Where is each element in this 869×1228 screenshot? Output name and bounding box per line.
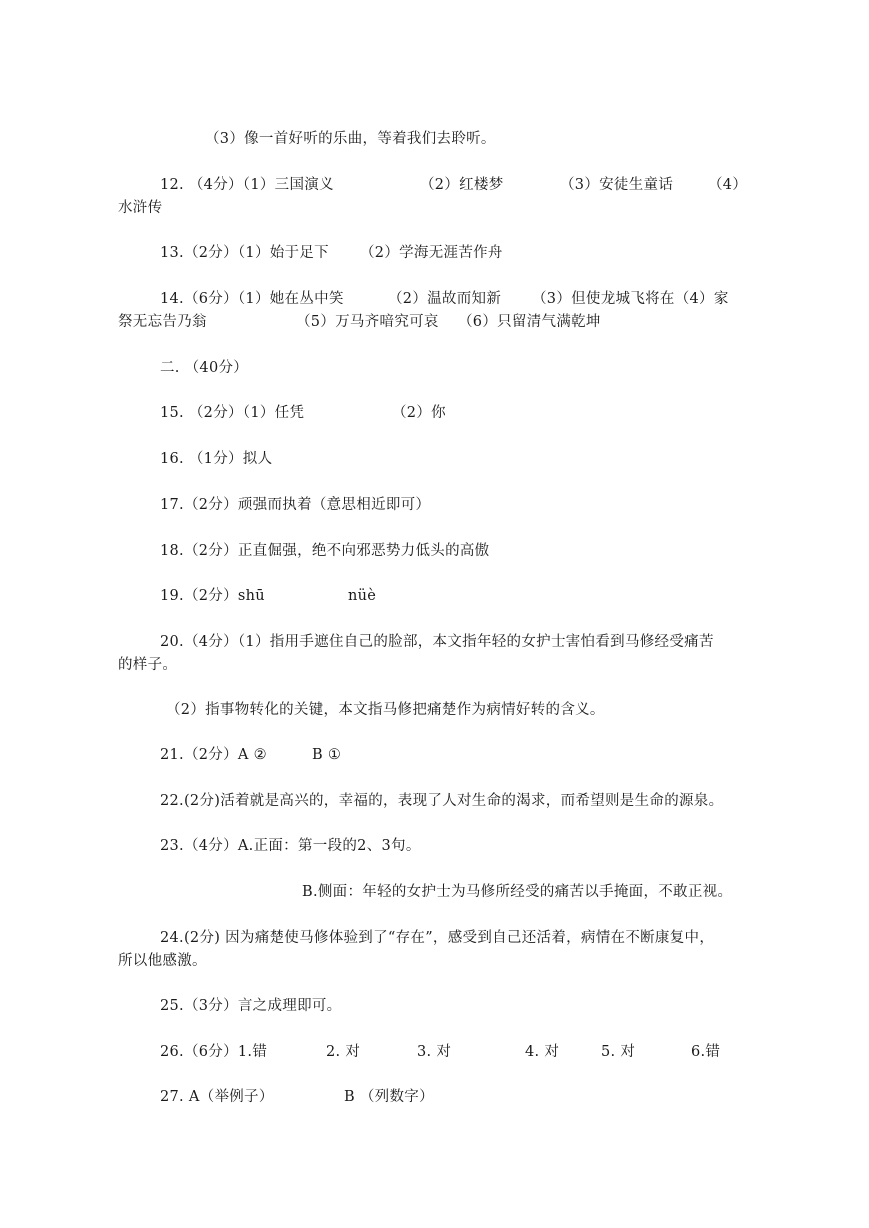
section-2-heading: 二. （40分）	[160, 360, 249, 376]
answer-14-part4: 祭无忘告乃翁	[118, 314, 207, 330]
answer-14	[160, 288, 760, 310]
answer-14-part1: 14.（6分）（1）她在丛中笑	[160, 291, 344, 307]
answer-17: 17.（2分）顽强而执着（意思相近即可）	[160, 497, 431, 513]
answer-15-part1: 15. （2分）（1）任凭	[160, 405, 305, 421]
answer-26-part1: 26.（6分）1.错	[160, 1044, 268, 1060]
answer-14-part3: （3）但使龙城飞将在（4）家	[532, 291, 729, 307]
answer-12-part3: （3）安徒生童话	[560, 177, 674, 193]
answer-14-part2: （2）温故而知新	[388, 291, 502, 307]
answer-13	[160, 242, 760, 264]
answer-24-cont: 所以他感激。	[118, 953, 207, 969]
answer-12-part1: 12. （4分）（1）三国演义	[160, 177, 334, 193]
answer-27-part2: B （列数字）	[344, 1089, 434, 1105]
answer-14-part6: （6）只留清气满乾坤	[458, 314, 601, 330]
answer-25: 25.（3分）言之成理即可。	[160, 998, 342, 1014]
answer-26	[160, 1041, 760, 1063]
answer-21-part1: 21.（2分）A ②	[160, 747, 267, 763]
answer-26-part2: 2. 对	[326, 1044, 361, 1060]
answer-15	[160, 402, 760, 424]
answer-26-part3: 3. 对	[417, 1044, 452, 1060]
answer-20-1: 20.（4分）（1）指用手遮住自己的脸部，本文指年轻的女护士害怕看到马修经受痛苦	[160, 634, 714, 650]
answer-26-part5: 5. 对	[601, 1044, 636, 1060]
answer-26-part6: 6.错	[691, 1044, 721, 1060]
answer-15-part2: （2）你	[392, 405, 446, 421]
answer-14-part5: （5）万马齐喑究可哀	[296, 314, 439, 330]
answer-27	[160, 1086, 760, 1108]
answer-16: 16. （1分）拟人	[160, 451, 273, 467]
answer-26-part4: 4. 对	[525, 1044, 560, 1060]
answer-21	[160, 744, 760, 766]
answer-11-3: （3）像一首好听的乐曲，等着我们去聆听。	[205, 131, 496, 147]
answer-12-part2: （2）红楼梦	[420, 177, 504, 193]
answer-13-part1: 13.（2分）（1）始于足下	[160, 245, 329, 261]
answer-20-2: （2）指事物转化的关键，本文指马修把痛楚作为病情好转的含义。	[166, 702, 605, 718]
answer-12	[160, 174, 760, 196]
answer-18: 18.（2分）正直倔强，绝不向邪恶势力低头的高傲	[160, 543, 490, 559]
answer-19-part1: 19.（2分）shū	[160, 588, 265, 604]
answer-19-part2: nüè	[348, 588, 377, 604]
answer-13-part2: （2）学海无涯苦作舟	[360, 245, 503, 261]
answer-24: 24.(2分) 因为痛楚使马修体验到了“存在”，感受到自己还活着，病情在不断康复中，	[160, 930, 715, 946]
answer-12-cont: 水浒传	[118, 200, 163, 216]
answer-22: 22.(2分)活着就是高兴的，幸福的，表现了人对生命的渴求，而希望则是生命的源泉。	[160, 793, 724, 809]
answer-21-part2: B ①	[312, 747, 342, 763]
answer-19	[160, 585, 760, 607]
answer-23-a: 23.（4分）A.正面：第一段的2、3句。	[160, 838, 421, 854]
answer-12-part4: （4）	[708, 177, 748, 193]
answer-23-b: B.侧面：年轻的女护士为马修所经受的痛苦以手掩面，不敢正视。	[302, 884, 733, 900]
answer-20-1-cont: 的样子。	[118, 657, 178, 673]
answer-27-part1: 27. A（举例子）	[160, 1089, 274, 1105]
answer-14-cont	[118, 311, 718, 333]
